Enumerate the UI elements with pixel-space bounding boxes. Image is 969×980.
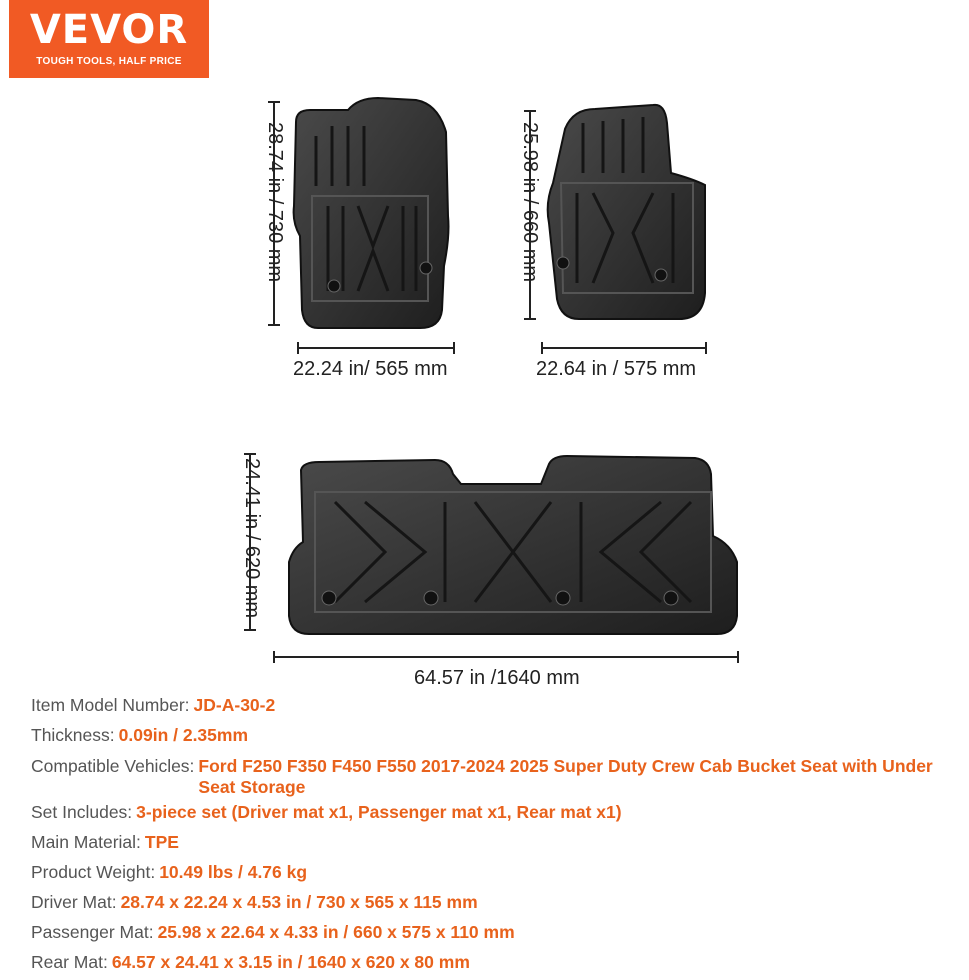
spec-label: Rear Mat: xyxy=(31,952,108,972)
spec-label: Product Weight: xyxy=(31,862,156,882)
driver-mat-image xyxy=(288,96,452,332)
vevor-logo xyxy=(9,0,209,78)
spec-row-thickness xyxy=(31,725,966,746)
spec-row-rear-mat xyxy=(31,952,966,973)
spec-row-model xyxy=(31,695,966,716)
spec-row-driver-mat xyxy=(31,892,966,913)
spec-row-set-includes xyxy=(31,802,966,823)
spec-row-compatible xyxy=(31,756,966,798)
rear-mat-image xyxy=(285,452,741,640)
spec-label: Item Model Number: xyxy=(31,695,190,715)
spec-label: Compatible Vehicles: xyxy=(31,756,195,776)
spec-label: Set Includes: xyxy=(31,802,133,822)
spec-value: 10.49 lbs / 4.76 kg xyxy=(159,862,308,882)
spec-value: 25.98 x 22.64 x 4.33 in / 660 x 575 x 110 mm xyxy=(157,922,515,942)
rear-width-line xyxy=(273,656,739,658)
passenger-height-label: 25.98 in / 660 mm xyxy=(519,122,541,283)
driver-width-label: 22.24 in/ 565 mm xyxy=(293,358,448,380)
passenger-width-line xyxy=(541,347,707,349)
spec-row-material xyxy=(31,832,966,853)
driver-width-line xyxy=(297,347,455,349)
logo-tagline: TOUGH TOOLS, HALF PRICE xyxy=(36,56,182,67)
spec-value: 28.74 x 22.24 x 4.53 in / 730 x 565 x 115 mm xyxy=(120,892,478,912)
spec-row-weight xyxy=(31,862,966,883)
specifications-list xyxy=(31,695,966,973)
spec-label: Main Material: xyxy=(31,832,141,852)
rear-height-label: 24.41 in / 620 mm xyxy=(241,458,263,619)
logo-wordmark: VEVOR xyxy=(29,7,189,53)
spec-label: Passenger Mat: xyxy=(31,922,154,942)
spec-value: 64.57 x 24.41 x 3.15 in / 1640 x 620 x 80 mm xyxy=(111,952,470,972)
rear-width-label: 64.57 in /1640 mm xyxy=(414,667,580,689)
driver-height-label: 28.74 in / 730 mm xyxy=(264,122,286,283)
spec-label: Driver Mat: xyxy=(31,892,117,912)
passenger-width-label: 22.64 in / 575 mm xyxy=(536,358,697,380)
spec-value: JD-A-30-2 xyxy=(193,695,276,715)
spec-value: 0.09in / 2.35mm xyxy=(118,725,249,745)
spec-value: Ford F250 F350 F450 F550 2017-2024 2025 Super Duty Crew Cab Bucket Seat with Under Seat Storage xyxy=(198,756,933,797)
spec-label: Thickness: xyxy=(31,725,115,745)
passenger-mat-image xyxy=(543,103,711,325)
spec-row-passenger-mat xyxy=(31,922,966,943)
spec-value: TPE xyxy=(144,832,179,852)
spec-value: 3-piece set (Driver mat x1, Passenger mat x1, Rear mat x1) xyxy=(136,802,622,822)
